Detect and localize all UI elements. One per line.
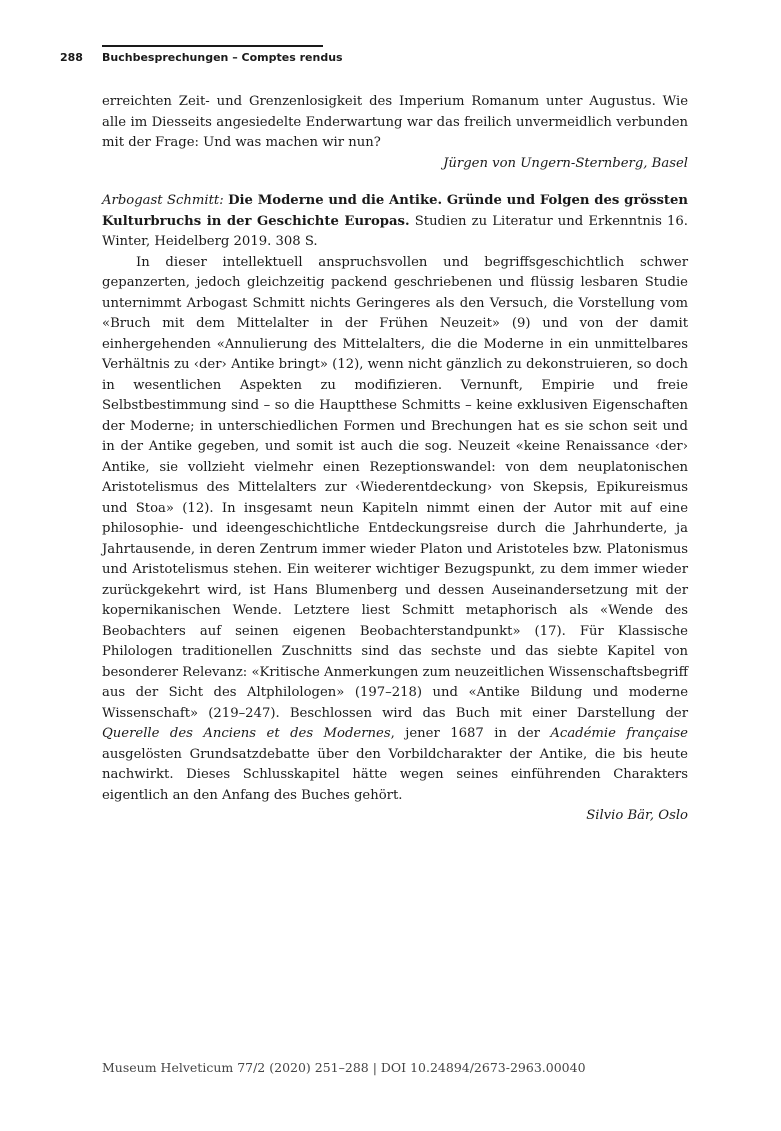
section-title: Buchbesprechungen – Comptes rendus bbox=[102, 51, 343, 64]
review-body-part2: , jener 1687 in der bbox=[390, 726, 540, 741]
review-body-part1: In dieser intellektuell anspruchsvollen und begriffsgeschichtlich schwer gepanzerten, jedoch gleichzeitig packend geschriebenen und flüssig lesbaren Studie unternimmt Arbogast Schmitt nichts Geringeres als den Versuch, die Vorstellung vom «Bruch mit dem Mittelalter in der Frühen Neuzeit» (9) und von der damit einhergehenden «Annulierung des Mittelalters, die die Moderne in ein unmittelbares Verhältnis zu ‹der› Antike bringt» (12), wenn nicht gänzlich zu dekonstruieren, so doch in wesentlichen Aspekten zu modifizieren. Vernunft, Empirie und freie Selbstbestimmung sind – so die Hauptthese Schmitts – keine exklusiven Eigenschaften der Moderne; in unterschiedlichen Formen und Brechungen hat es sie schon seit und in der Antike gegeben, und somit ist auch die sog. Neuzeit «keine Renaissance ‹der› Antike, sie vollzieht vielmehr einen Rezeptionswandel: von dem neuplatonischen Aristotelismus des Mittelalters zur ‹Wiederentdeckung› von Skepsis, Epikureismus und Stoa» (12). In insgesamt neun Kapiteln nimmt einen der Autor mit auf eine philosophie- und ideengeschichtliche Entdeckungsreise durch die Jahrhunderte, ja Jahrtausende, in deren Zentrum immer wieder Platon und Aristoteles bzw. Platonismus und Aristotelismus stehen. Ein weiterer wichtiger Bezugspunkt, zu dem immer wieder zurückgekehrt wird, ist Hans Blumenberg und dessen Auseinandersetzung mit der kopernikanischen Wende. Letztere liest Schmitt metaphorisch als «Wende des Beobachters auf seinen eigenen Beobachterstandpunkt» (17). Für Klassische Philologen traditionellen Zuschnitts sind das sechste und das siebte Kapitel von besonderer Relevanz: «Kritische Anmerkungen zum neuzeitlichen Wissenschaftsbegriff aus der Sicht des Altphilologen» (197–218) und «Antike Bildung und moderne Wissenschaft» (219–247). Beschlossen wird das Buch mit einer Darstellung der bbox=[102, 254, 688, 721]
review-body bbox=[102, 253, 688, 807]
review-italic-querelle: Querelle des Anciens et des Modernes bbox=[102, 726, 391, 741]
running-header bbox=[60, 50, 343, 66]
page-content bbox=[102, 92, 688, 827]
review-heading bbox=[102, 191, 688, 253]
publication-details: Studien zu Literatur und Erkenntnis 16. Winter, Heidelberg 2019. 308 S. bbox=[102, 213, 688, 249]
book-title: Die Moderne und die Antike. Gründe und Folgen des grössten Kulturbruchs in der Geschichte Europas. bbox=[102, 193, 688, 229]
previous-review-closing: erreichten Zeit- und Grenzenlosigkeit des Imperium Romanum unter Augustus. Wie alle im Diesseits angesiedelte Enderwartung war das freilich unvermeidlich verbunden mit der Frage: Und was machen wir nun? bbox=[102, 94, 688, 150]
page-number: 288 bbox=[60, 51, 83, 64]
previous-review-signature: Jürgen von Ungern-Sternberg, Basel bbox=[443, 155, 688, 171]
journal-footer: Museum Helveticum 77/2 (2020) 251–288 | DOI 10.24894/2673-2963.00040 bbox=[102, 1060, 586, 1075]
review-italic-academie: Académie française bbox=[550, 726, 688, 741]
review-signature: Silvio Bär, Oslo bbox=[586, 808, 688, 823]
review-author: Arbogast Schmitt: bbox=[102, 193, 224, 208]
header-rule bbox=[102, 45, 323, 47]
review-body-part3: ausgelösten Grundsatzdebatte über den Vorbildcharakter der Antike, die bis heute nachwirkt. Dieses Schlusskapitel hätte wegen seines einführenden Charakters eigentlich an den Anfang des Buches gehört. bbox=[102, 746, 688, 803]
